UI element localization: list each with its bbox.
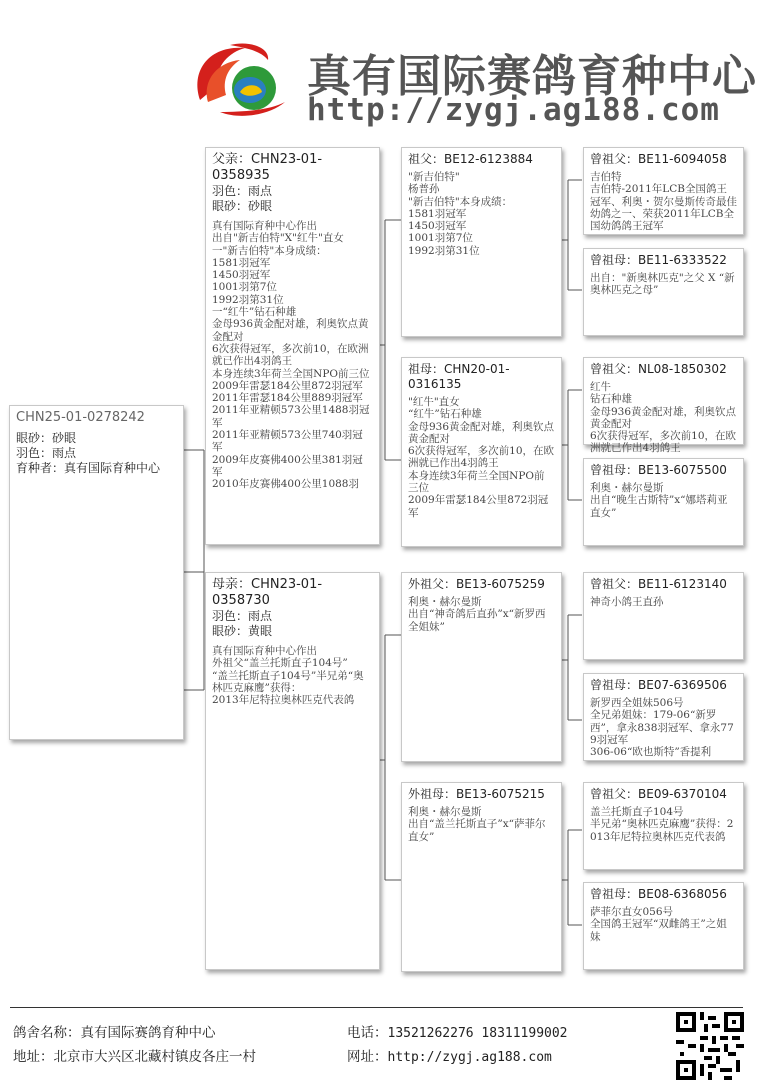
maternal-grandsire-ring: 外祖父：BE13-6075259: [408, 577, 545, 591]
qr-code-icon: [676, 1012, 744, 1080]
footer-address: [13, 1045, 256, 1065]
great-grandparent-card[interactable]: [583, 458, 744, 546]
great-grandparent-card[interactable]: [583, 147, 744, 235]
great-grandparent-ring: 曾祖父：BE11-6123140: [590, 577, 727, 591]
maternal-grandsire-notes: 利奥・赫尔曼斯 出自“神奇鸽后直孙”x“新罗西全姐妹”: [408, 596, 546, 633]
footer-address-value: 北京市大兴区北藏村镇皮各庄一村: [53, 1049, 256, 1065]
great-grandparent-card[interactable]: [583, 673, 744, 761]
great-grandparent-ring: 曾祖母：BE13-6075500: [590, 463, 727, 477]
great-grandparent-notes: 新罗西全姐妹506号 全兄弟姐妹：179-06“新罗西”，拿永838羽冠军、拿永779羽冠军 306-06“欧也斯特”香提利: [590, 697, 734, 759]
great-grandparent-notes: 神奇小鸽王直孙: [590, 596, 664, 608]
subject-ring: CHN25-01-0278242: [16, 410, 145, 425]
great-grandparent-ring: 曾祖父：NL08-1850302: [590, 362, 727, 376]
grandsire-ring: 祖父：BE12-6123884: [408, 152, 533, 166]
footer-address-label: 地址：: [13, 1049, 54, 1065]
brand-url[interactable]: http://zygj.ag188.com: [307, 92, 720, 128]
dam-eye: 眼砂：黄眼: [212, 624, 273, 638]
great-grandparent-notes: 吉伯特 吉伯特-2011年LCB全国鸽王冠军、利奥・贺尔曼斯传奇最佳幼鸽之一、荣获2011年LCB全国幼鸽鸽王冠军: [590, 171, 737, 233]
great-grandparent-notes: 红牛 钻石种雄 金母936黄金配对雄，利奥钦点黄金配对 6次获得冠军，多次前10，在欧洲就已作出4羽鸽王: [590, 381, 737, 455]
great-grandparent-card[interactable]: [583, 882, 744, 970]
footer-phone-label: 电话：: [347, 1025, 388, 1041]
grandsire-card[interactable]: [401, 147, 562, 337]
footer-loft-value: 真有国际赛鸽育种中心: [80, 1025, 216, 1041]
subject-breeder: 育种者：真有国际育种中心: [16, 461, 161, 475]
great-grandparent-ring: 曾祖母：BE11-6333522: [590, 253, 727, 267]
footer-loft: [13, 1021, 216, 1041]
dam-color: 羽色：雨点: [212, 609, 273, 623]
sire-eye: 眼砂：砂眼: [212, 199, 273, 213]
maternal-granddam-card[interactable]: [401, 782, 562, 972]
sire-ring: 父亲：CHN23-01-0358935: [212, 152, 323, 183]
great-grandparent-card[interactable]: [583, 572, 744, 660]
grandsire-notes: "新吉伯特" 杨普孙 "新吉伯特"本身成绩： 1581羽冠军 1450羽冠军 1001羽第7位 1992羽第31位: [408, 171, 513, 257]
great-grandparent-card[interactable]: [583, 357, 744, 455]
great-grandparent-notes: 萨菲尔直女056号 全国鸽王冠军“双雌鸽王”之姐妹: [590, 906, 727, 943]
footer-web-label: 网址：: [347, 1049, 388, 1065]
footer-divider: [10, 1007, 743, 1008]
great-grandparent-ring: 曾祖母：BE08-6368056: [590, 887, 727, 901]
subject-color: 羽色：雨点: [16, 446, 77, 460]
subject-eye: 眼砂：砂眼: [16, 431, 77, 445]
dam-notes: 真有国际育种中心作出 外祖父“盖兰托斯直子104号” “盖兰托斯直子104号”半兄弟“奥林匹克麻鹰”获得： 2013年尼特拉奥林匹克代表鸽: [212, 645, 364, 707]
great-grandparent-notes: 盖兰托斯直子104号 半兄弟“奥林匹克麻鹰”获得：2013年尼特拉奥林匹克代表鸽: [590, 806, 734, 843]
great-grandparent-notes: 利奥・赫尔曼斯 出自“晚生古斯特”x“娜塔莉亚直女”: [590, 482, 728, 519]
sire-color: 羽色：雨点: [212, 184, 273, 198]
great-grandparent-notes: 出自："新奥林匹克"之父 X “新奥林匹克之母”: [590, 272, 735, 297]
footer-phone-value: 13521262276 18311199002: [387, 1026, 568, 1041]
great-grandparent-ring: 曾祖父：BE11-6094058: [590, 152, 727, 166]
sire-card[interactable]: [205, 147, 380, 545]
footer-web-value[interactable]: http://zygj.ag188.com: [387, 1050, 552, 1065]
great-grandparent-ring: 曾祖父：BE09-6370104: [590, 787, 727, 801]
granddam-ring: 祖母：CHN20-01-0316135: [408, 362, 510, 391]
maternal-granddam-ring: 外祖母：BE13-6075215: [408, 787, 545, 801]
footer-loft-label: 鸽舍名称：: [13, 1025, 81, 1041]
great-grandparent-card[interactable]: [583, 782, 744, 870]
maternal-grandsire-card[interactable]: [401, 572, 562, 762]
dam-ring: 母亲：CHN23-01-0358730: [212, 577, 323, 608]
maternal-granddam-notes: 利奥・赫尔曼斯 出自“盖兰托斯直子”x“萨菲尔直女”: [408, 806, 546, 843]
granddam-notes: "红牛"直女 “红牛”钻石种雄 金母936黄金配对雄，利奥钦点黄金配对 6次获得冠军，多次前10，在欧洲就已作出4羽鸽王 本身连续3年荷兰全国NPO前三位 2009年雷瑟184公里872羽冠军: [408, 396, 555, 519]
great-grandparent-ring: 曾祖母：BE07-6369506: [590, 678, 727, 692]
brand-title: 真有国际赛鸽育种中心: [307, 51, 757, 102]
footer-web: [347, 1045, 552, 1065]
great-grandparent-card[interactable]: [583, 248, 744, 336]
sire-notes: 真有国际育种中心作出 出自"新吉伯特"X"红牛"直女 一"新吉伯特"本身成绩： 1581羽冠军 1450羽冠军 1001羽第7位 1992羽第31位 一“红牛”钻石种雄 金母936黄金配对雄，利奥钦点黄金配对 6次获得冠军，多次前10，在欧洲就已作出4羽鸽王 本身连续3年荷兰全国NPO前三位 2009年雷瑟184公里872羽冠军 2011年雷瑟184公里889羽冠军 2011年亚精顿573公里1488羽冠军 2011年亚精顿573公里740羽冠军 2009年皮赛佛400公里381羽冠军 2010年皮赛佛400公里1088羽: [212, 220, 370, 491]
granddam-card[interactable]: [401, 357, 562, 547]
subject-card[interactable]: [9, 405, 184, 740]
footer-phone: [347, 1021, 568, 1041]
dam-card[interactable]: [205, 572, 380, 970]
